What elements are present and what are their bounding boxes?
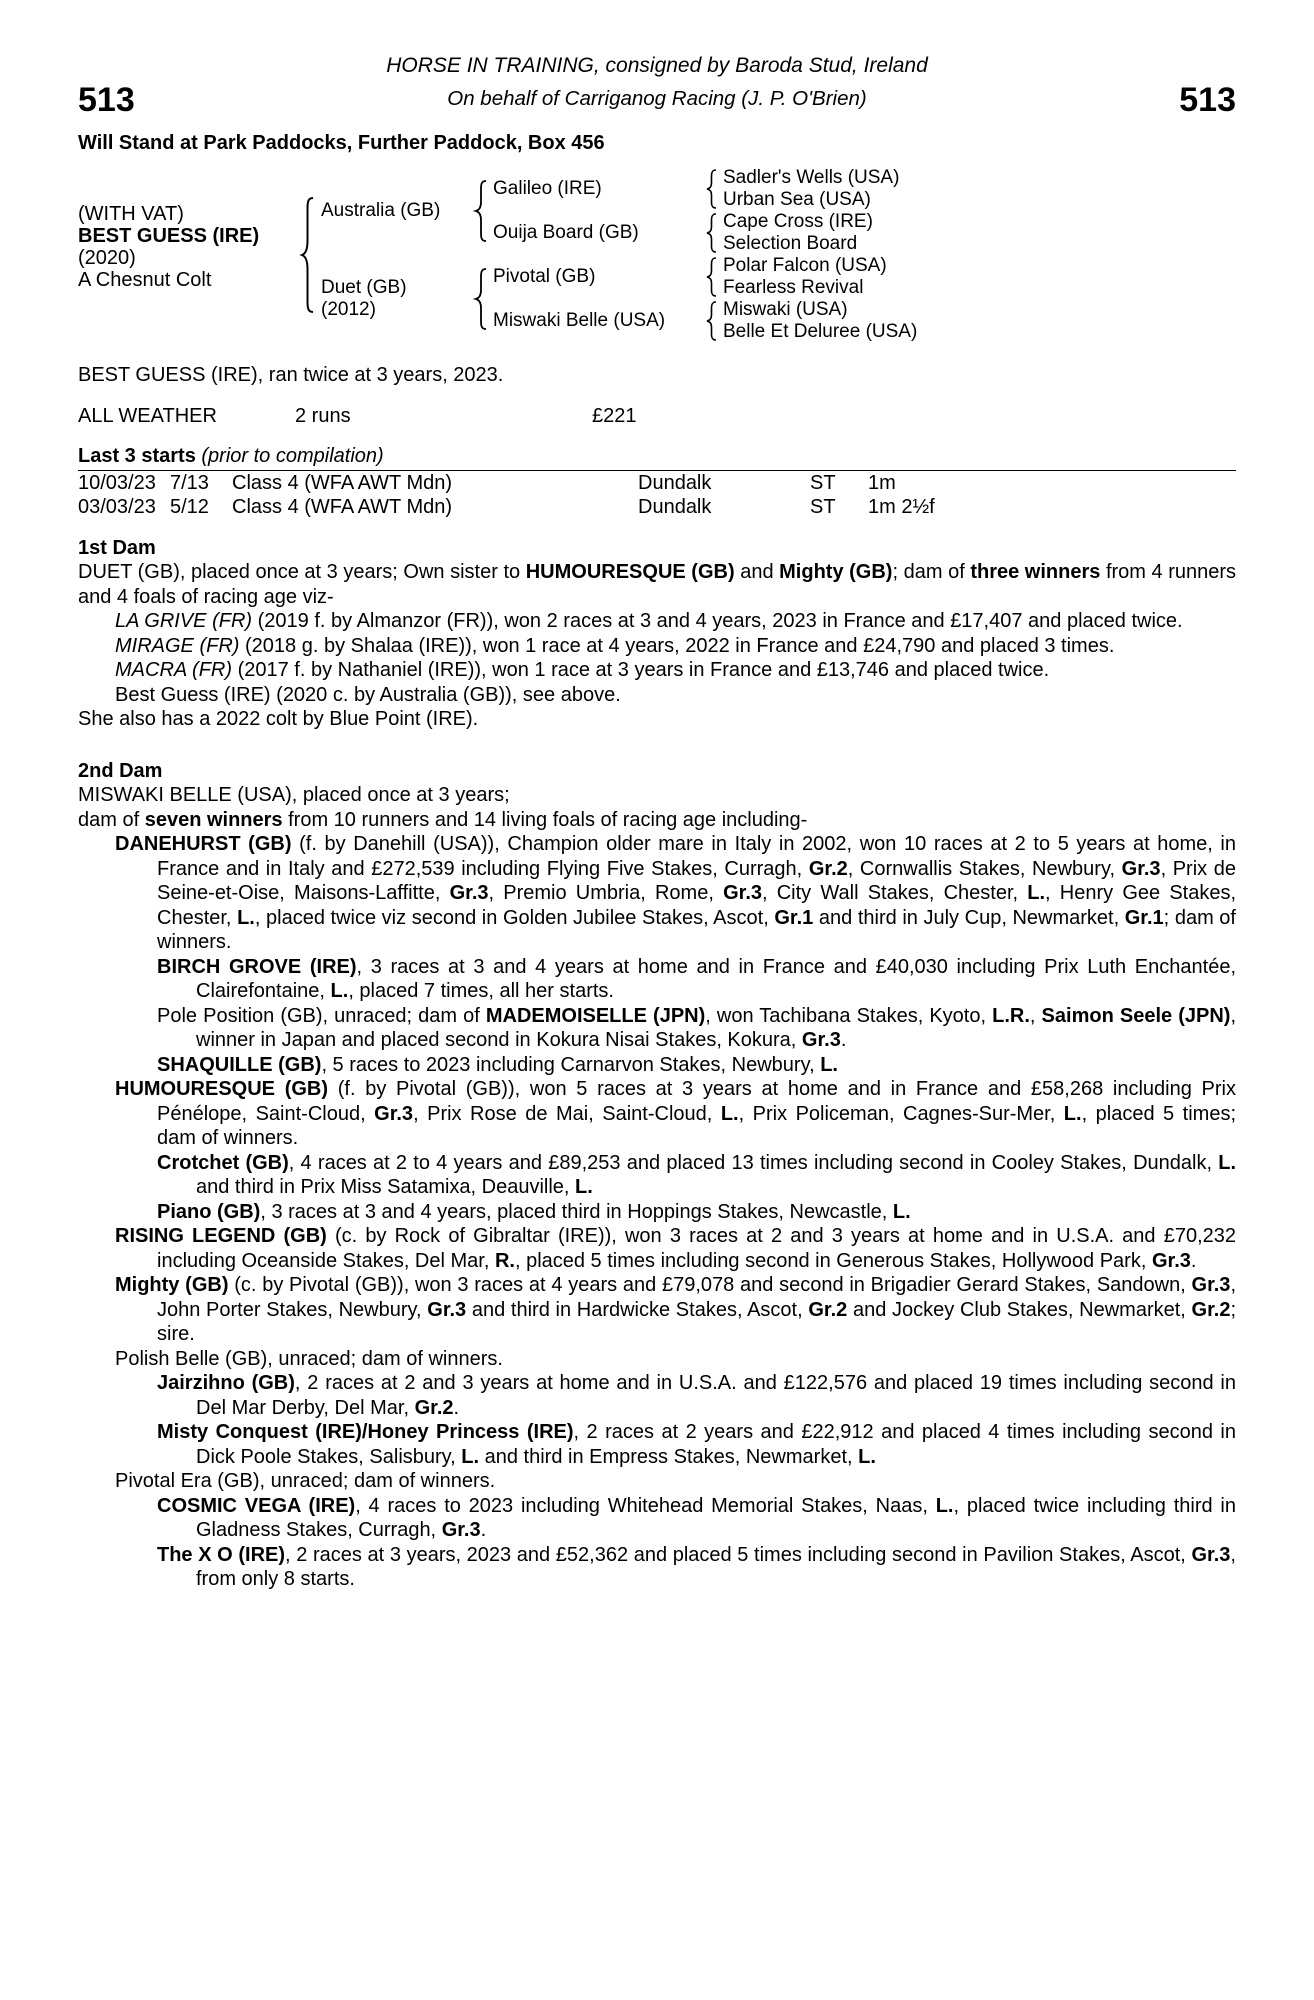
pedigree-brace-icon [469, 167, 493, 255]
pedigree-note-paragraph: Piano (GB), 3 races at 3 and 4 years, placed third in Hoppings Stakes, Newcastle, L. [157, 1200, 911, 1223]
stand-location-line: Will Stand at Park Paddocks, Further Paddock, Box 456 [78, 131, 605, 154]
pedigree-grid [295, 167, 1236, 343]
pedigree-note-paragraph: RISING LEGEND (GB) (c. by Rock of Gibraltar (IRE)), won 3 races at 2 and 3 years at home and in U.S.A. and £70,232 including Oceanside Stakes, Del Mar, R., placed 5 times including second in Generous Stakes, Hollywood Park, Gr.3. [115, 1225, 1236, 1272]
pedigree-brace-icon [469, 255, 493, 343]
last-starts-rows [78, 471, 1236, 520]
pedigree-brace-icon [699, 211, 723, 255]
pedigree-sire-dam-dam: Selection Board [723, 233, 858, 254]
pedigree-note-paragraph: DANEHURST (GB) (f. by Danehill (USA)), Champion older mare in Italy in 2002, won 10 races at 2 to 5 years at home, in France and in Italy and £272,539 including Flying Five Stakes, Curragh, Gr.2, Cornwallis Stakes, Newbury, Gr.3, Prix de Seine-et-Oise, Maisons-Laffitte, Gr.3, Premio Umbria, Rome, Gr.3, City Wall Stakes, Chester, L., Henry Gee Stakes, Chester, L., placed twice viz second in Golden Jubilee Stakes, Ascot, Gr.1 and third in July Cup, Newmarket, Gr.1; dam of winners. [115, 833, 1237, 953]
race-record-summary: BEST GUESS (IRE), ran twice at 3 years, 2023. [78, 364, 504, 386]
runs-count: 2 runs [295, 404, 351, 427]
pedigree-note-paragraph: The X O (IRE), 2 races at 3 years, 2023 and £52,362 and placed 5 times including second in Pavilion Stakes, Ascot, Gr.3, from only 8 starts. [157, 1543, 1236, 1590]
pedigree-note-paragraph: Misty Conquest (IRE)/Honey Princess (IRE), 2 races at 2 years and £22,912 and placed 4 times including second in Dick Poole Stakes, Salisbury, L. and third in Empress Stakes, Newmarket, L. [157, 1421, 1236, 1468]
pedigree-brace-icon [699, 299, 723, 343]
dam-sections [78, 536, 1236, 1592]
pedigree-sire-dam: Ouija Board (GB) [493, 222, 639, 243]
pedigree-note-paragraph: MISWAKI BELLE (USA), placed once at 3 years; [78, 784, 510, 806]
pedigree-note-paragraph: DUET (GB), placed once at 3 years; Own sister to HUMOURESQUE (GB) and Mighty (GB); dam of three winners from 4 runners and 4 foals of racing age viz- [78, 561, 1237, 608]
pedigree-note-paragraph: LA GRIVE (FR) (2019 f. by Almanzor (FR)), won 2 races at 3 and 4 years, 2023 in France and £17,407 and placed twice. [115, 610, 1183, 632]
pedigree-note-paragraph: MIRAGE (FR) (2018 g. by Shalaa (IRE)), won 1 race at 4 years, 2022 in France and £24,790 and placed 3 times. [115, 634, 1115, 657]
lot-number-left: 513 [78, 80, 135, 119]
start-row [78, 471, 1236, 496]
surface-earnings-row [78, 404, 1236, 429]
pedigree-dam-sire-sire: Polar Falcon (USA) [723, 255, 887, 276]
start-going: ST [810, 471, 836, 494]
start-position: 5/12 [170, 496, 209, 518]
dam-section [78, 536, 1236, 732]
pedigree-dam-sire-dam: Fearless Revival [723, 277, 864, 298]
pedigree-note-paragraph: Best Guess (IRE) (2020 c. by Australia (GB)), see above. [115, 683, 621, 706]
horse-description: A Chesnut Colt [78, 269, 212, 291]
foaled-year: (2020) [78, 247, 136, 269]
start-date: 03/03/23 [78, 496, 156, 518]
last-starts-heading [78, 444, 1236, 471]
pedigree-note-paragraph: HUMOURESQUE (GB) (f. by Pivotal (GB)), won 5 races at 3 years at home and in France and £58,268 including Prix Pénélope, Saint-Cloud, Gr.3, Prix Rose de Mai, Saint-Cloud, L., Prix Policeman, Cagnes-Sur-Mer, L., placed 5 times; dam of winners. [115, 1078, 1237, 1149]
pedigree-note-paragraph: Mighty (GB) (c. by Pivotal (GB)), won 3 races at 4 years and £79,078 and second in Brigadier Gerard Stakes, Sandown, Gr.3, John Porter Stakes, Newbury, Gr.3 and third in Hardwicke Stakes, Ascot, Gr.2 and Jockey Club Stakes, Newmarket, Gr.2; sire. [115, 1274, 1237, 1345]
pedigree-sire-sire-dam: Urban Sea (USA) [723, 189, 871, 210]
earnings-amount: £221 [592, 404, 637, 427]
start-race: Class 4 (WFA AWT Mdn) [232, 496, 453, 518]
lot-number-right: 513 [1179, 80, 1236, 119]
horse-name: BEST GUESS (IRE) [78, 225, 260, 247]
pedigree-dam-name: Duet (GB) [321, 277, 407, 298]
pedigree-dam-dam-sire: Miswaki (USA) [723, 299, 848, 320]
pedigree-dam-dam: Miswaki Belle (USA) [493, 310, 666, 331]
dam-heading: 1st Dam [78, 536, 156, 559]
start-going: ST [810, 496, 836, 518]
dam-section [78, 759, 1236, 1592]
start-position: 7/13 [170, 471, 209, 494]
pedigree-table [78, 167, 1236, 343]
on-behalf-line: On behalf of Carriganog Racing (J. P. O'Brien) [447, 87, 867, 111]
pedigree-note-paragraph: BIRCH GROVE (IRE), 3 races at 3 and 4 years at home and in France and £40,030 including Prix Luth Enchantée, Clairefontaine, L., placed 7 times, all her starts. [157, 955, 1237, 1002]
pedigree-note-paragraph: SHAQUILLE (GB), 5 races to 2023 including Carnarvon Stakes, Newbury, L. [157, 1053, 838, 1076]
pedigree-note-paragraph: COSMIC VEGA (IRE), 4 races to 2023 including Whitehead Memorial Stakes, Naas, L., placed twice including third in Gladness Stakes, Curragh, Gr.3. [157, 1494, 1236, 1541]
pedigree-note-paragraph: Pole Position (GB), unraced; dam of MADEMOISELLE (JPN), won Tachibana Stakes, Kyoto, L.R., Saimon Seele (JPN), winner in Japan and placed second in Kokura Nisai Stakes, Kokura, Gr.3. [157, 1004, 1236, 1051]
start-date: 10/03/23 [78, 471, 156, 494]
pedigree-brace-icon [699, 255, 723, 299]
pedigree-note-paragraph: Polish Belle (GB), unraced; dam of winners. [115, 1347, 503, 1370]
start-distance: 1m [868, 471, 896, 494]
pedigree-brace-icon [295, 167, 321, 343]
start-course: Dundalk [638, 496, 712, 518]
pedigree-note-paragraph: MACRA (FR) (2017 f. by Nathaniel (IRE)), won 1 race at 3 years in France and £13,746 and placed twice. [115, 659, 1050, 681]
pedigree-dam-sire: Pivotal (GB) [493, 266, 596, 287]
start-row [78, 495, 1236, 520]
pedigree-subject [78, 167, 295, 343]
vat-note: (WITH VAT) [78, 203, 184, 225]
last-starts-note: (prior to compilation) [195, 445, 384, 467]
start-distance: 1m 2½f [868, 496, 935, 518]
surface-label: ALL WEATHER [78, 404, 217, 427]
pedigree-sire-dam-sire: Cape Cross (IRE) [723, 211, 873, 232]
pedigree-note-paragraph: She also has a 2022 colt by Blue Point (IRE). [78, 708, 479, 730]
start-course: Dundalk [638, 471, 712, 494]
pedigree-note-paragraph: Pivotal Era (GB), unraced; dam of winners. [115, 1470, 496, 1492]
dam-heading: 2nd Dam [78, 759, 163, 782]
consignment-line: HORSE IN TRAINING, consigned by Baroda Stud, Ireland [386, 54, 928, 77]
pedigree-note-paragraph: Jairzihno (GB), 2 races at 2 and 3 years at home and in U.S.A. and £122,576 and placed 19 times including second in Del Mar Derby, Del Mar, Gr.2. [157, 1372, 1237, 1419]
pedigree-sire-sire-sire: Sadler's Wells (USA) [723, 167, 900, 188]
pedigree-sire-sire: Galileo (IRE) [493, 178, 602, 199]
pedigree-dam-dam-dam: Belle Et Deluree (USA) [723, 321, 918, 342]
start-race: Class 4 (WFA AWT Mdn) [232, 471, 453, 494]
pedigree-note-paragraph: Crotchet (GB), 4 races at 2 to 4 years and £89,253 and placed 13 times including second in Cooley Stakes, Dundalk, L. and third in Prix Miss Satamixa, Deauville, L. [157, 1151, 1237, 1198]
last-starts-label: Last 3 starts [78, 445, 196, 467]
pedigree-dam [321, 255, 469, 343]
pedigree-brace-icon [699, 167, 723, 211]
pedigree-sire: Australia (GB) [321, 200, 441, 221]
lot-row [78, 81, 1236, 119]
pedigree-dam-year: (2012) [321, 299, 376, 320]
pedigree-note-paragraph: dam of seven winners from 10 runners and 14 living foals of racing age including- [78, 808, 808, 831]
